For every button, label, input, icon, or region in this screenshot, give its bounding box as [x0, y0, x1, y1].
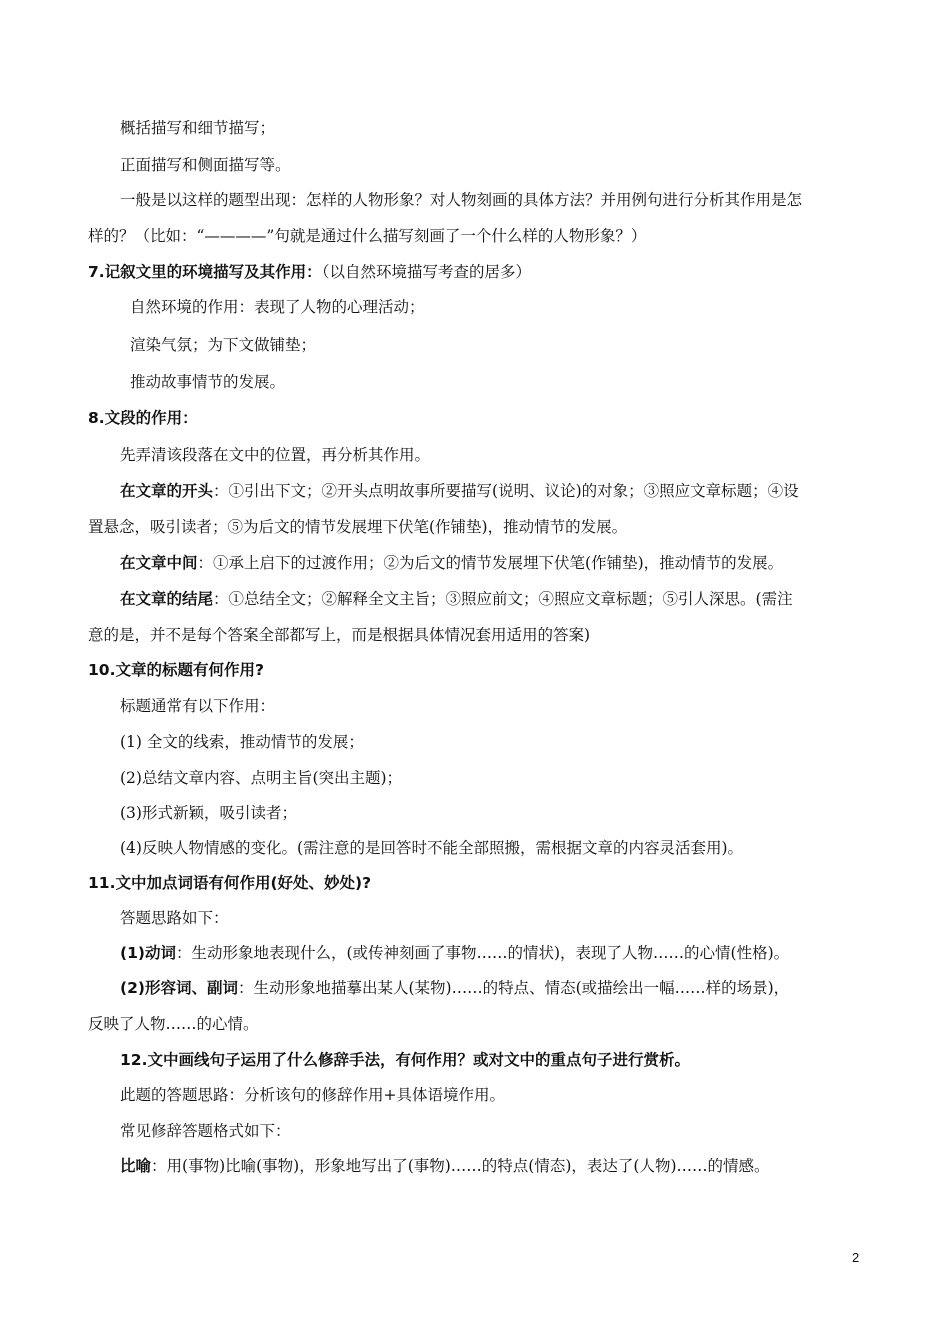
text-line: 比喻：用(事物)比喻(事物)，形象地写出了(事物)……的特点(情态)，表达了(人物)……的情感。 — [120, 1157, 770, 1175]
section-heading: 7.记叙文里的环境描写及其作用：（以自然环境描写考查的居多） — [88, 263, 531, 281]
text-line: 在文章的结尾：①总结全文；②解释全文主旨；③照应前文；④照应文章标题；⑤引人深思。(需注 — [120, 590, 793, 608]
text-line: 置悬念，吸引读者；⑤为后文的情节发展埋下伏笔(作铺垫)，推动情节的发展。 — [88, 518, 628, 536]
text-line: (1) 全文的线索，推动情节的发展； — [120, 733, 364, 751]
text-line: 自然环境的作用：表现了人物的心理活动； — [130, 298, 425, 316]
text-line: 答题思路如下： — [120, 909, 229, 927]
text-line: 标题通常有以下作用： — [120, 697, 276, 715]
text-line: 正面描写和侧面描写等。 — [120, 156, 291, 174]
text-line: 推动故事情节的发展。 — [130, 373, 286, 391]
text-line: (4)反映人物情感的变化。(需注意的是回答时不能全部照搬，需根据文章的内容灵活套用)。 — [120, 839, 744, 857]
text-line: 常见修辞答题格式如下： — [120, 1122, 291, 1140]
text-line: 渲染气氛；为下文做铺垫； — [130, 336, 317, 354]
text-line: (2)形容词、副词：生动形象地描摹出某人(某物)……的特点、情态(或描绘出一幅……样的场景)， — [120, 979, 790, 997]
text-line: 先弄清该段落在文中的位置，再分析其作用。 — [120, 446, 431, 464]
section-heading: 10.文章的标题有何作用? — [88, 661, 264, 679]
section-heading: 11.文中加点词语有何作用(好处、妙处)? — [88, 874, 372, 892]
text-line: 此题的答题思路：分析该句的修辞作用+具体语境作用。 — [120, 1086, 505, 1104]
text-line: 样的？（比如：“————”句就是通过什么描写刻画了一个什么样的人物形象？） — [88, 227, 647, 245]
text-line: (2)总结文章内容、点明主旨(突出主题)； — [120, 769, 403, 787]
text-line: 一般是以这样的题型出现：怎样的人物形象？对人物刻画的具体方法？并用例句进行分析其作用是怎 — [120, 191, 803, 209]
page-number: 2 — [852, 1250, 860, 1265]
text-line: 意的是，并不是每个答案全部都写上，而是根据具体情况套用适用的答案) — [88, 626, 591, 644]
text-line: 概括描写和细节描写； — [120, 119, 276, 137]
text-line: 在文章中间：①承上启下的过渡作用；②为后文的情节发展埋下伏笔(作铺垫)，推动情节的发展。 — [120, 554, 784, 572]
text-line: 反映了人物……的心情。 — [88, 1015, 259, 1033]
text-line: (1)动词：生动形象地表现什么，(或传神刻画了事物……的情状)，表现了人物……的心情(性格)。 — [120, 944, 790, 962]
section-heading: 12.文中画线句子运用了什么修辞手法，有何作用？或对文中的重点句子进行赏析。 — [120, 1051, 690, 1069]
section-heading: 8.文段的作用： — [88, 409, 198, 427]
text-line: (3)形式新颖，吸引读者； — [120, 804, 297, 822]
text-line: 在文章的开头：①引出下文；②开头点明故事所要描写(说明、议论)的对象；③照应文章标题；④设 — [120, 482, 799, 500]
